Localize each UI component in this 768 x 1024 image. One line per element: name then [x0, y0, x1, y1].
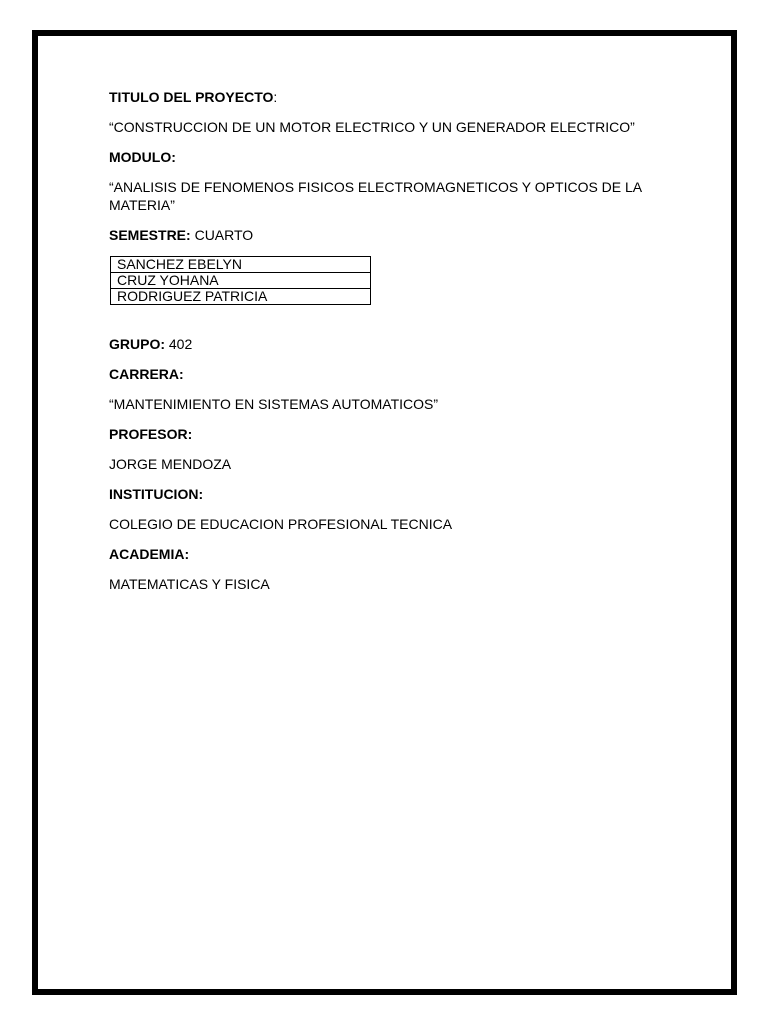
document-content	[109, 88, 669, 605]
semester-value: CUARTO	[190, 227, 254, 243]
students-table	[110, 256, 371, 305]
table-row	[111, 289, 371, 305]
professor-label: PROFESOR:	[109, 426, 193, 442]
project-title-line	[109, 88, 669, 106]
module-value: “ANALISIS DE FENOMENOS FISICOS ELECTROMAGNETICOS Y OPTICOS DE LA MATERIA”	[109, 179, 642, 213]
module-label: MODULO:	[109, 149, 176, 165]
group-line	[109, 335, 669, 353]
group-value: 402	[165, 336, 193, 352]
project-title-value: “CONSTRUCCION DE UN MOTOR ELECTRICO Y UN GENERADOR ELECTRICO”	[109, 119, 635, 135]
student-name: SANCHEZ EBELYN	[111, 257, 371, 273]
project-title-label: TITULO DEL PROYECTO	[109, 89, 274, 105]
document-page	[32, 30, 737, 995]
student-name: RODRIGUEZ PATRICIA	[111, 289, 371, 305]
academy-value: MATEMATICAS Y FISICA	[109, 576, 270, 592]
semester-label: SEMESTRE:	[109, 227, 191, 243]
professor-value: JORGE MENDOZA	[109, 456, 232, 472]
institution-value: COLEGIO DE EDUCACION PROFESIONAL TECNICA	[109, 516, 453, 532]
project-title-colon: :	[273, 89, 278, 105]
spacer	[109, 305, 669, 335]
student-name: CRUZ YOHANA	[111, 273, 371, 289]
institution-label: INSTITUCION:	[109, 486, 204, 502]
academy-label: ACADEMIA:	[109, 546, 190, 562]
career-label: CARRERA:	[109, 366, 184, 382]
table-row	[111, 257, 371, 273]
table-row	[111, 273, 371, 289]
career-value: “MANTENIMIENTO EN SISTEMAS AUTOMATICOS”	[109, 396, 439, 412]
semester-line	[109, 226, 669, 244]
group-label: GRUPO:	[109, 336, 165, 352]
